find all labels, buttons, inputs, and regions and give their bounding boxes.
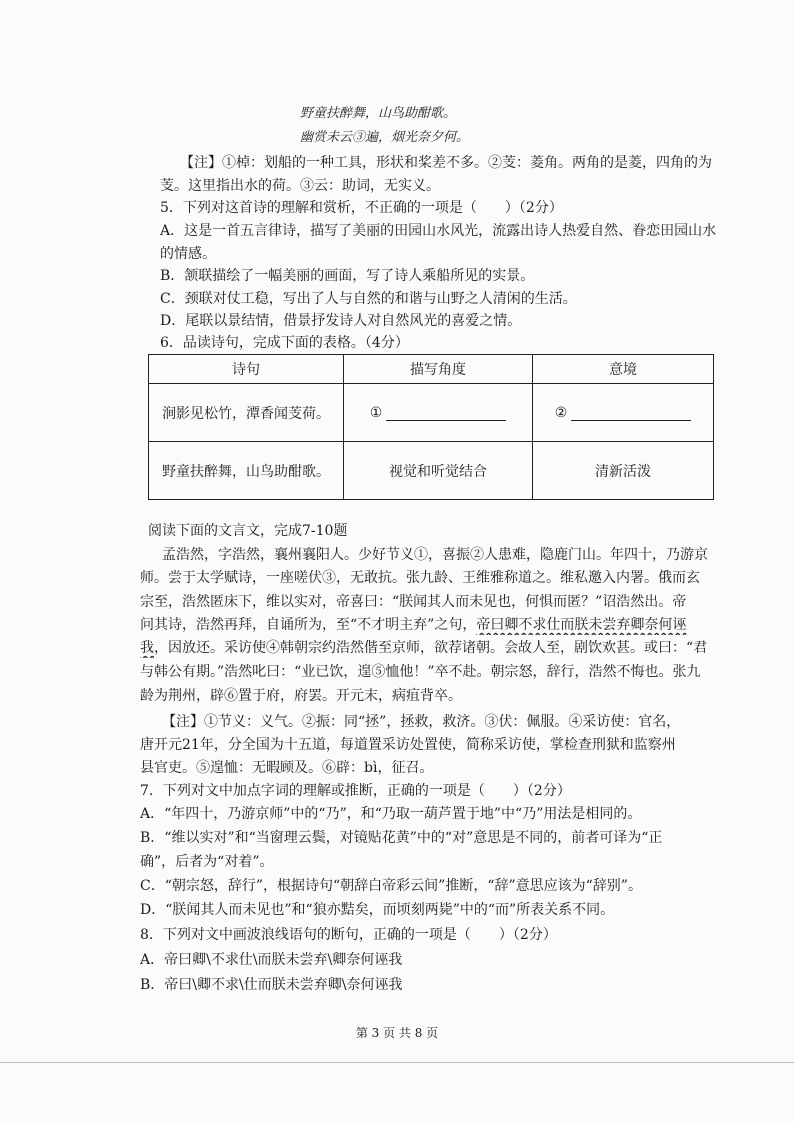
q7-option-a: A．“年四十，乃游京师”中的“乃”，和“乃取一葫芦置于地”中“乃”用法是相同的。: [140, 806, 642, 822]
wavy-underlined-sentence-end: 我: [140, 640, 154, 656]
note2-line-1: 【注】①节义：义气。②振：同“拯”，拯救，救济。③伏：佩服。④采访使：官名，: [162, 714, 681, 730]
note2-line-2: 唐开元21年，分全国为十五道，每道置采访处置使，简称采访使，掌检查刑狱和监察州: [140, 737, 676, 753]
table-cell: 清新活泼: [533, 442, 714, 500]
wavy-underlined-sentence: 帝曰卿不求仕而朕未尝弃卿奈何诬: [476, 617, 687, 633]
passage-line-5: [140, 638, 720, 658]
page-divider: [0, 1062, 794, 1063]
passage-text: ，因放还。采访使④韩朝宗约浩然偕至京师，欲荐诸朝。会故人至，剧饮欢甚。或曰：“君: [154, 640, 708, 656]
blank-marker: ①: [369, 404, 383, 421]
q7-option-b-2: 确”，后者为“对着”。: [140, 854, 274, 870]
answer-cell-1: [344, 384, 533, 442]
q6-stem: 6．品读诗句，完成下面的表格。（4分）: [160, 335, 409, 351]
q6-table: [148, 354, 714, 500]
answer-cell-2: [533, 384, 714, 442]
note2-line-3: 县官吏。⑤遑恤：无暇顾及。⑥辟：bì，征召。: [140, 760, 434, 776]
table-header-cell: 描写角度: [344, 355, 533, 384]
passage-line-4: [140, 615, 720, 635]
answer-blank-1[interactable]: [386, 406, 506, 421]
note1-line-2: 芰。这里指出水的荷。③云：助词，无实义。: [160, 178, 440, 194]
q7-option-d: D．“朕闻其人而未见也”和“狼亦黠矣，而顷刻两毙”中的“而”所表关系不同。: [140, 902, 615, 918]
q5-option-a-2: 的情感。: [160, 246, 216, 262]
q5-option-c: C．颈联对仗工稳，写出了人与自然的和谐与山野之人清闲的生活。: [160, 291, 577, 307]
passage-line-7: 龄为荆州，辟⑥置于府，府罢。开元末，病疽背卒。: [140, 688, 462, 704]
q7-option-c: C．“朝宗怒，辞行”，根据诗句“朝辞白帝彩云间”推断，“辞”意思应该为“辞别”。: [140, 878, 642, 894]
q7-stem: 7．下列对文中加点字词的理解或推断，正确的一项是（ ）（2分）: [140, 783, 571, 799]
passage-line-1: 孟浩然，字浩然，襄州襄阳人。少好节义①，喜振②人患难，隐鹿门山。年四十，乃游京: [162, 547, 708, 563]
q5-stem: 5．下列对这首诗的理解和赏析，不正确的一项是（ ）（2分）: [160, 200, 563, 216]
table-header-cell: 意境: [533, 355, 714, 384]
table-cell: 野童扶醉舞，山鸟助酣歌。: [149, 442, 344, 500]
blank-marker: ②: [554, 404, 568, 421]
poem-line-2: 幽赏未云③遍，烟光奈夕何。: [300, 130, 470, 145]
table-header-row: [149, 355, 714, 384]
passage-line-6: 与韩公有期。”浩然叱曰：“业已饮，遑⑤恤他！”卒不赴。朝宗怒，辞行，浩然不悔也。张九: [140, 664, 701, 680]
passage-line-2: 师。尝于太学赋诗，一座嗟伏③，无敢抗。张九龄、王维雅称道之。维私邀入内署。俄而玄: [140, 570, 700, 586]
table-cell: 视觉和听觉结合: [344, 442, 533, 500]
page-number: 第 3 页 共 8 页: [355, 1026, 439, 1040]
q5-option-d: D．尾联以景结情，借景抒发诗人对自然风光的喜爱之情。: [160, 313, 522, 329]
table-header-cell: 诗句: [149, 355, 344, 384]
passage-line-3: 宗至，浩然匿床下，维以实对，帝喜曰：“朕闻其人而未见也，何惧而匿？”诏浩然出。帝: [140, 594, 687, 610]
table-row: [149, 442, 714, 500]
q8-option-b: B．帝曰\卿不求\仕而朕未尝弃卿\奈何诬我: [140, 977, 403, 993]
poem-line-1: 野童扶醉舞，山鸟助酣歌。: [300, 106, 457, 121]
note1-line-1: 【注】①棹：划船的一种工具，形状和桨差不多。②芰：菱角。两角的是菱，四角的为: [180, 155, 712, 171]
table-row: [149, 384, 714, 442]
q5-option-b: B．颔联描绘了一幅美丽的画面，写了诗人乘船所见的实景。: [160, 268, 535, 284]
q8-stem: 8．下列对文中画波浪线语句的断句，正确的一项是（ ）（2分）: [140, 927, 557, 943]
passage-text: 问其诗，浩然再拜，自诵所为，至“不才明主弃”之句，: [140, 617, 477, 633]
passage-intro: 阅读下面的文言文，完成7-10题: [148, 523, 348, 539]
answer-blank-2[interactable]: [571, 406, 691, 421]
q7-option-b-1: B．“维以实对”和“当窗理云鬓，对镜贴花黄”中的“对”意思是不同的，前者可译为“正: [140, 830, 663, 846]
q8-option-a: A．帝曰卿\不求仕\而朕未尝弃\卿奈何诬我: [140, 952, 403, 968]
q5-option-a-1: A．这是一首五言律诗，描写了美丽的田园山水风光，流露出诗人热爱自然、眷恋田园山水: [160, 223, 717, 239]
table-cell: 涧影见松竹，潭香闻芰荷。: [149, 384, 344, 442]
